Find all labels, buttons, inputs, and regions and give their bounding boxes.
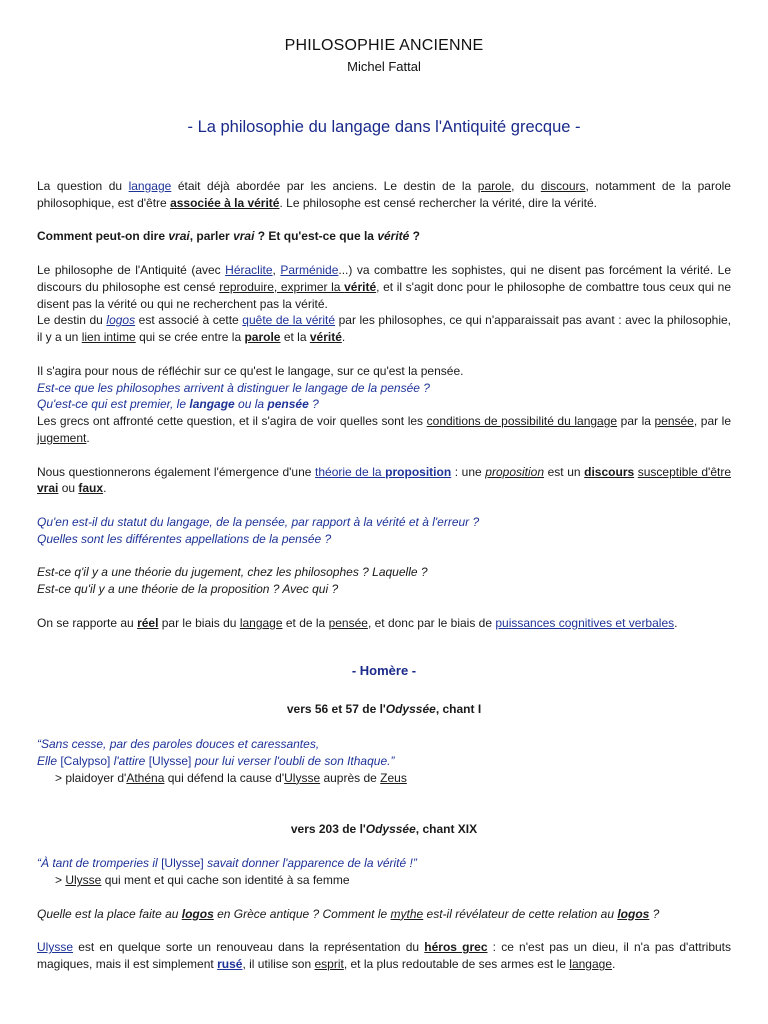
paragraph-intro: La question du langage était déjà abordée par les anciens. Le destin de la parole, du discours, notamment de la parole philosophique, est d'être associée à la vérité. Le philosophe est censé rechercher la vérité, dire la vérité. <box>37 179 731 210</box>
subsection-homere: - Homère - <box>351 662 417 678</box>
term-reel: réel <box>137 615 159 630</box>
paragraph-logos: Le destin du logos est associé à cette quête de la vérité par les philosophes, ce qui n'apparaissait pas avant : avec la philosophie, il y a un lien intime qui se crée entre la parole et la vérité. <box>37 313 731 345</box>
term-discours: discours <box>584 464 635 479</box>
link-logos[interactable]: logos <box>106 313 136 328</box>
term-conditions: conditions de possibilité du langage <box>426 414 618 429</box>
term-parole: parole <box>244 330 281 345</box>
link-ulysse[interactable]: Ulysse <box>37 940 74 955</box>
question-logos: Quelle est la place faite au logos en Grèce antique ? Comment le mythe est-il révélateur de cette relation au logos ? <box>37 906 660 921</box>
term-verite: vérité <box>309 330 342 345</box>
verse-reference-1: vers 56 et 57 de l'Odyssée, chant I <box>286 702 482 717</box>
link-ruse[interactable]: rusé <box>217 957 243 972</box>
verse-reference-2: vers 203 de l'Odyssée, chant XIX <box>290 821 478 836</box>
term-parole: parole <box>477 179 512 193</box>
section-title: - La philosophie du langage dans l'Antiquité grecque - <box>187 118 581 136</box>
paragraph-ulysse: Ulysse est en quelque sorte un renouveau dans la représentation du héros grec : ce n'est pas un dieu, il n'a pas d'attributs magiques, mais il est simplement rusé, il utilise son esprit, et la plus redoutable de ses armes est le langage. <box>37 940 732 972</box>
term-lien-intime: lien intime <box>81 330 136 345</box>
link-theorie-proposition[interactable]: théorie de la proposition <box>315 464 452 479</box>
course-title: PHILOSOPHIE ANCIENNE <box>284 37 484 54</box>
paragraph-sophistes: Le philosophe de l'Antiquité (avec Héraclite, Parménide...) va combattre les sophistes, qui ne disent pas forcément la vérité. Le discours du philosophe est censé reproduire, exprimer la vérité, et il s'agit donc pour le philosophe de combattre tous ceux qui ne disent pas la vérité ou qui ne recherchent pas la vérité. <box>37 262 732 311</box>
quote-block-2: “À tant de tromperies il [Ulysse] savait donner l'apparence de la vérité !” > Ulysse qui ment et qui cache son identité à sa femme <box>37 856 417 888</box>
question-vrai: Comment peut-on dire vrai, parler vrai ? Et qu'est-ce que la vérité ? <box>37 229 421 244</box>
link-puissances[interactable]: puissances cognitives et verbales <box>495 615 675 630</box>
term-associee-verite: associée à la vérité <box>170 195 280 210</box>
link-langage[interactable]: langage <box>128 179 172 193</box>
questions-theorie: Est-ce q'il y a une théorie du jugement, chez les philosophes ? Laquelle ? Est-ce qu'il y a une théorie de la proposition ? Avec qui ? <box>37 565 428 597</box>
document-header <box>37 0 731 76</box>
paragraph-langage-pensee: Il s'agira pour nous de réfléchir sur ce qu'est le langage, sur ce qu'est la pensée. Est-ce que les philosophes arrivent à distinguer le langage de la pensée ? Qu'est-ce qui est premier, le langage ou la pensée ? Les grecs ont affronté cette question, et il s'agira de voir quelles sont les conditions de possibilité du langage par la pensée, par le jugement. <box>37 363 732 445</box>
term-discours: discours <box>540 179 586 193</box>
author-name: Michel Fattal <box>347 59 421 74</box>
questions-statut: Qu'en est-il du statut du langage, de la pensée, par rapport à la vérité et à l'erreur ? Quelles sont les différentes appellations de la pensée ? <box>37 514 480 546</box>
paragraph-reel: On se rapporte au réel par le biais du langage et de la pensée, et donc par le biais de puissances cognitives et verbales. <box>37 615 678 630</box>
link-heraclite[interactable]: Héraclite <box>225 262 273 277</box>
term-jugement: jugement <box>37 430 87 445</box>
link-parmenide[interactable]: Parménide <box>280 262 339 277</box>
quote-block-1: “Sans cesse, par des paroles douces et caressantes, Elle [Calypso] l'attire [Ulysse] pour lui verser l'oubli de son Ithaque.” > plaidoyer d'Athéna qui défend la cause d'Ulysse auprès de Zeus <box>37 737 407 785</box>
term-heros-grec: héros grec <box>424 940 488 955</box>
term-pensee: pensée <box>654 414 694 429</box>
paragraph-proposition: Nous questionnerons également l'émergence d'une théorie de la proposition : une proposition est un discours susceptible d'être vrai ou faux. <box>37 464 732 496</box>
link-quete-verite[interactable]: quête de la vérité <box>242 313 336 328</box>
term-reproduire: reproduire, exprimer la <box>219 279 345 294</box>
term-verite: vérité <box>344 279 377 294</box>
